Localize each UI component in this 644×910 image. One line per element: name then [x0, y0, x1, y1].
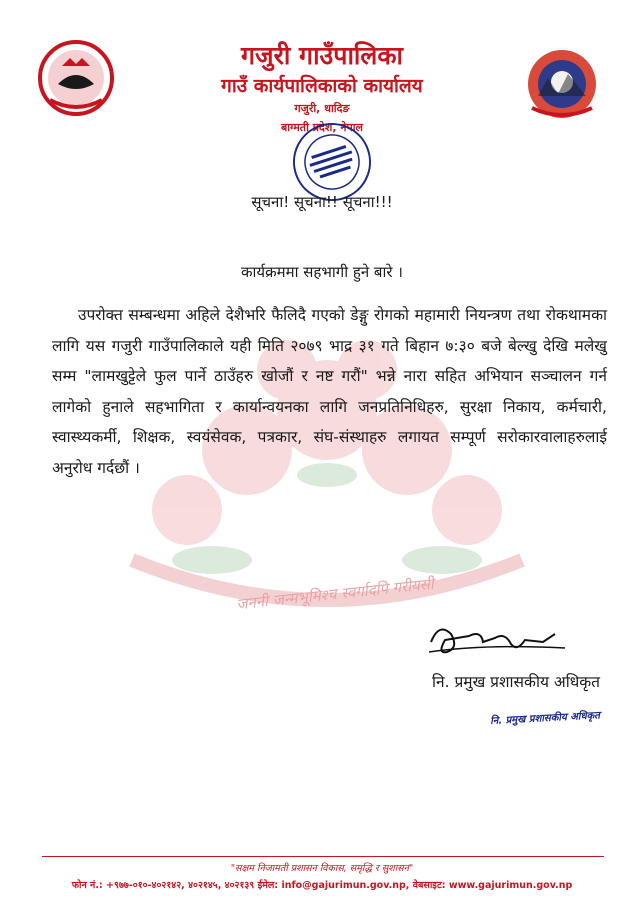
signature — [425, 618, 575, 664]
notice-body: उपरोक्त सम्बन्धमा अहिले देशैभरि फैलिदै गएको डेङ्गु रोगको महामारी नियन्त्रण तथा रोकथामका लागि यस गजुरी गाउँपालिकाले यही मिति २०७९ भाद्र ३१ गते बिहान ७:३० बजे बेल्खु देखि मलेखु सम्म "लामखुट्टेले फुल पार्ने ठाउँहरु खोजौं र नष्ट गरौं" भन्ने नारा सहित अभियान सञ्चालन गर्न लागेको हुनाले सहभागिता र कार्यान्वयनका लागि जनप्रतिनिधिहरु, सुरक्षा निकाय, कर्मचारी, स्वास्थ्यकर्मी, शिक्षक, स्वयंसेवक, पत्रकार, संघ-संस्थाहरु लगायत सम्पूर्ण सरोकारवालाहरुलाई अनुरोध गर्दछौं । — [52, 306, 607, 477]
notice-heading: सूचना! सूचना!! सूचना!!! — [251, 193, 393, 211]
municipality-title: गजुरी गाउँपालिका — [240, 41, 404, 70]
location-line-1: गजुरी, धादिङ — [294, 102, 350, 115]
footer-motto: "सक्षम निजामती प्रशासन विकास, समृद्धि र सुशासन" — [230, 863, 414, 874]
office-subtitle: गाउँ कार्यपालिकाको कार्यालय — [221, 75, 423, 97]
subject-line: कार्यक्रममा सहभागी हुने बारे । — [241, 263, 403, 281]
signatory-title: नि. प्रमुख प्रशासकीय अधिकृत — [432, 673, 600, 691]
footer-divider — [42, 856, 604, 857]
location-line-2: बाग्मती प्रदेश, नेपाल — [281, 121, 363, 134]
footer-contact: फोन नं.: +९७७-०१०-४०२१४२, ४०२१४५, ४०२१३९ ईमेल: info@gajurimun.gov.np, वेबसाइट: www.gajurimun.gov.np — [71, 880, 573, 891]
watermark-motto: जननी जन्मभूमिश्च स्वर्गादपि गरीयसी — [235, 574, 435, 614]
signatory-stamp: नि. प्रमुख प्रशासकीय अधिकृत — [489, 710, 601, 728]
